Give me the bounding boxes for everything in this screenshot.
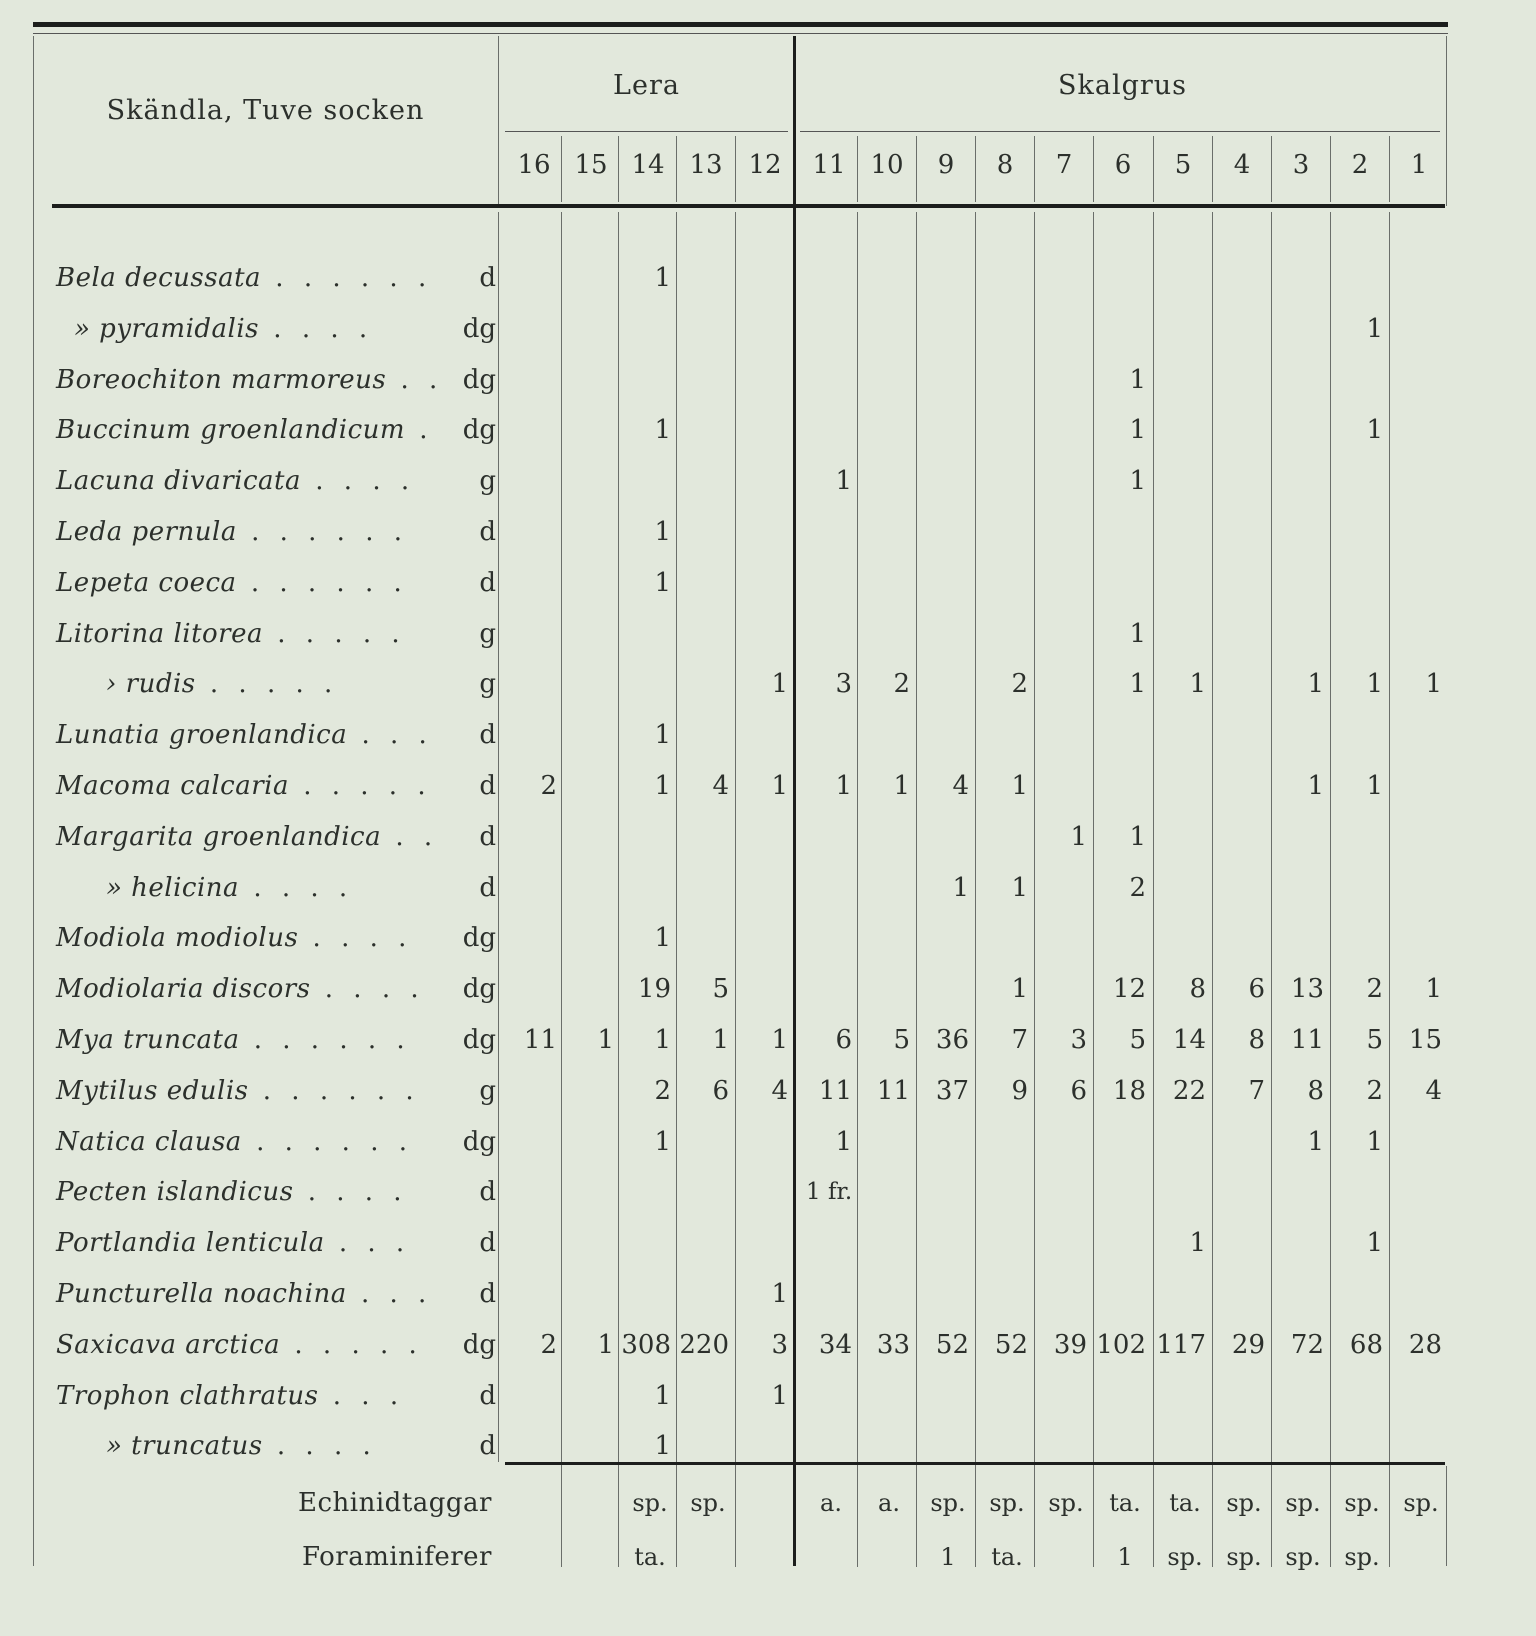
leader-dots: . . [386, 364, 444, 395]
leader-dots: . . . . . . [248, 1075, 420, 1106]
habitat-code: d [479, 821, 496, 852]
species-label: Modiolaria discors [56, 974, 311, 1005]
table-cell: 4 [712, 771, 729, 801]
habitat-code: d [479, 567, 496, 598]
table-cell: 1 [771, 1025, 788, 1055]
table-cell: 1 [654, 1126, 671, 1157]
header-column-separator [561, 136, 562, 202]
table-cell: 1 [654, 1025, 671, 1055]
table-cell: 1 [1129, 669, 1146, 700]
extra-cell: ta. [1109, 1489, 1141, 1517]
leader-dots: . . . . . . [236, 517, 409, 547]
leader-dots: . . . . . [263, 618, 406, 649]
habitat-code: dg [462, 415, 496, 446]
table-cell: 5 [893, 1025, 910, 1055]
leader-dots: . . . . [298, 923, 413, 954]
table-cell: 28 [1408, 1329, 1442, 1360]
species-label: Puncturella noachina [56, 1279, 347, 1309]
table-cell: 33 [876, 1329, 910, 1360]
habitat-code: d [479, 1177, 496, 1208]
column-number: 16 [517, 150, 551, 180]
species-label: Lunatia groenlandica [56, 720, 348, 751]
header-column-separator [1389, 136, 1390, 202]
table-cell: 1 [1189, 669, 1206, 700]
table-cell: 1 [654, 720, 671, 751]
body-column-separator [498, 212, 499, 1462]
leader-dots: . . . . [239, 872, 354, 903]
species-label: Pecten islandicus [56, 1177, 294, 1208]
table-cell: 1 [654, 567, 671, 598]
species-label: Lepeta coeca [56, 567, 237, 598]
table-cell: 1 [771, 1279, 788, 1309]
table-cell: 1 [1129, 466, 1146, 497]
table-cell: 1 [1189, 1228, 1206, 1259]
table-cell: 1 [771, 1380, 788, 1411]
habitat-code: d [479, 1228, 496, 1259]
species-name [56, 304, 496, 354]
footer-rule [505, 1462, 1445, 1465]
table-cell: 1 [771, 771, 788, 801]
leader-dots: . . . [347, 720, 433, 751]
species-label: Margarita groenlandica [56, 821, 382, 852]
habitat-code: g [479, 466, 496, 497]
leader-dots: . . . . [293, 1177, 408, 1208]
leader-dots: . [405, 415, 434, 446]
table-cell: 1 [1129, 821, 1146, 852]
species-label: Mya truncata [56, 1025, 240, 1055]
species-name [56, 710, 496, 760]
table-cell: 34 [818, 1329, 852, 1360]
habitat-code: dg [462, 313, 496, 344]
table-cell: 22 [1172, 1075, 1206, 1106]
leader-dots: . . . . . [288, 771, 432, 801]
extra-row-label: Echinidtaggar [298, 1488, 492, 1518]
species-name [56, 964, 496, 1014]
column-number: 12 [748, 150, 782, 180]
table-cell: 1 [1129, 618, 1146, 649]
table-cell: 3 [1070, 1025, 1087, 1055]
leader-dots: . . . . [310, 974, 425, 1005]
extra-cell: sp. [930, 1489, 966, 1517]
table-cell: 37 [935, 1075, 969, 1106]
table-cell: 1 [893, 771, 910, 801]
extra-cell: sp. [1048, 1489, 1084, 1517]
table-cell: 4 [1425, 1075, 1442, 1106]
species-name [56, 812, 496, 862]
extra-cell: ta. [634, 1543, 666, 1571]
extra-cell: 1 [940, 1543, 956, 1571]
table-cell: 6 [712, 1075, 729, 1106]
table-title: Skändla, Tuve socken [106, 95, 425, 126]
species-name [56, 1117, 496, 1167]
group-label-skalgrus: Skalgrus [1057, 70, 1188, 101]
header-column-separator [676, 136, 677, 202]
habitat-code: g [479, 618, 496, 649]
species-name [56, 913, 496, 963]
species-label: Saxicava arctica [56, 1329, 281, 1360]
header-column-separator [735, 136, 736, 202]
table-cell: 1 [1366, 669, 1383, 700]
group-rule-lera [505, 131, 788, 132]
species-label: Trophon clathratus [56, 1380, 319, 1411]
extra-cell: sp. [1285, 1543, 1321, 1571]
leader-dots: . . . . . . [241, 1126, 413, 1157]
habitat-code: d [479, 263, 496, 293]
extra-cell: sp. [989, 1489, 1025, 1517]
leader-dots: . . . [346, 1279, 433, 1309]
header-column-separator [975, 136, 976, 202]
table-cell: 3 [835, 669, 852, 700]
table-cell: 11 [1290, 1025, 1324, 1055]
habitat-code: d [479, 1380, 496, 1411]
table-cell: 1 [771, 669, 788, 700]
table-cell: 1 [1011, 974, 1028, 1005]
header-column-separator [1271, 136, 1272, 202]
species-label: Bela decussata [56, 263, 262, 293]
table-cell: 1 [597, 1025, 614, 1055]
table-cell: 2 [654, 1075, 671, 1106]
species-label: Boreochiton marmoreus [56, 364, 387, 395]
extra-cell: sp. [690, 1489, 726, 1517]
species-label: Macoma calcaria [56, 771, 289, 801]
table-cell: 8 [1307, 1075, 1324, 1106]
leader-dots: . . . [318, 1380, 405, 1411]
extra-cell: sp. [1403, 1489, 1439, 1517]
species-name [56, 1167, 496, 1217]
species-name [56, 659, 496, 709]
table-cell: 117 [1156, 1329, 1206, 1360]
column-number: 2 [1351, 150, 1369, 180]
table-cell: 5 [712, 974, 729, 1005]
table-cell: 1 [1366, 771, 1383, 801]
table-cell: 8 [1248, 1025, 1265, 1055]
table-cell: 18 [1112, 1075, 1146, 1106]
header-column-separator [618, 136, 619, 202]
table-left-border [33, 36, 34, 1566]
header-column-separator [1330, 136, 1331, 202]
habitat-code: g [479, 669, 496, 700]
table-cell: 1 [1366, 1228, 1383, 1259]
species-name [56, 507, 496, 557]
table-cell: 52 [935, 1329, 969, 1360]
habitat-code: dg [462, 364, 496, 395]
table-cell: 2 [540, 771, 557, 801]
header-bottom-rule [52, 204, 1445, 208]
species-name [56, 1371, 496, 1421]
habitat-code: dg [462, 923, 496, 954]
species-label: » helicina [106, 872, 240, 903]
extra-cell: 1 [1117, 1543, 1133, 1571]
column-number: 1 [1410, 150, 1428, 180]
table-cell: 15 [1408, 1025, 1442, 1055]
leader-dots: . . . . [301, 466, 416, 497]
table-cell: 1 [1307, 669, 1324, 700]
leader-dots: . . . . . . [236, 567, 408, 598]
header-column-separator [1212, 136, 1213, 202]
table-cell: 4 [771, 1075, 788, 1106]
leader-dots: . . . . . [195, 669, 339, 700]
table-cell: 1 [1425, 974, 1442, 1005]
table-cell: 1 [1366, 1126, 1383, 1157]
extra-cell: sp. [1167, 1543, 1203, 1571]
table-cell: 1 [712, 1025, 729, 1055]
species-name [56, 863, 496, 913]
table-cell: 12 [1112, 974, 1146, 1005]
column-number: 4 [1233, 150, 1251, 180]
table-cell: 52 [994, 1329, 1028, 1360]
table-cell: 2 [1129, 872, 1146, 903]
group-label-lera: Lera [613, 70, 680, 101]
column-number: 15 [574, 150, 608, 180]
table-cell: 1 [654, 923, 671, 954]
table-cell: 11 [876, 1075, 910, 1106]
header-column-separator [1093, 136, 1094, 202]
table-cell: 68 [1349, 1329, 1383, 1360]
table-cell: 6 [1248, 974, 1265, 1005]
table-cell: 8 [1189, 974, 1206, 1005]
extra-cell: sp. [1344, 1489, 1380, 1517]
species-name [56, 1015, 496, 1065]
extra-cell: sp. [1226, 1543, 1262, 1571]
table-cell: 1 [835, 771, 852, 801]
table-cell: 1 fr. [806, 1179, 853, 1206]
table-cell: 1 [654, 517, 671, 547]
species-name [56, 456, 496, 506]
table-cell: 1 [835, 1126, 852, 1157]
habitat-code: dg [462, 1329, 496, 1360]
table-cell: 1 [654, 1431, 671, 1462]
species-label: Mytilus edulis [56, 1075, 249, 1106]
table-cell: 1 [1366, 313, 1383, 344]
species-name [56, 1269, 496, 1319]
column-number: 9 [937, 150, 955, 180]
extra-cell: ta. [991, 1543, 1023, 1571]
table-cell: 36 [935, 1025, 969, 1055]
table-cell: 14 [1172, 1025, 1206, 1055]
species-label: Natica clausa [56, 1126, 242, 1157]
table-cell: 7 [1011, 1025, 1028, 1055]
habitat-code: dg [462, 1126, 496, 1157]
leader-dots: . . . . . . [261, 263, 433, 293]
habitat-code: dg [462, 1025, 496, 1055]
extra-cell: sp. [1285, 1489, 1321, 1517]
column-number: 10 [870, 150, 904, 180]
table-cell: 11 [523, 1025, 557, 1055]
table-cell: 11 [818, 1075, 852, 1106]
table-cell: 1 [1425, 669, 1442, 700]
leader-dots: . . . . [259, 313, 374, 344]
table-cell: 29 [1231, 1329, 1265, 1360]
column-number: 13 [689, 150, 723, 180]
table-cell: 5 [1366, 1025, 1383, 1055]
group-rule-skalgrus [800, 131, 1440, 132]
header-column-separator [1153, 136, 1154, 202]
species-label: Lacuna divaricata [56, 466, 301, 497]
habitat-code: d [479, 1431, 496, 1462]
table-cell: 2 [893, 669, 910, 700]
table-cell: 39 [1053, 1329, 1087, 1360]
extra-cell: ta. [1169, 1489, 1201, 1517]
habitat-code: d [479, 720, 496, 751]
species-label: Litorina litorea [56, 618, 263, 649]
table-cell: 7 [1248, 1075, 1265, 1106]
species-label: » truncatus [106, 1431, 263, 1462]
table-cell: 102 [1096, 1329, 1146, 1360]
table-cell: 1 [1129, 364, 1146, 395]
column-number: 14 [631, 150, 665, 180]
table-cell: 4 [952, 771, 969, 801]
table-cell: 308 [621, 1329, 671, 1360]
table-cell: 1 [1307, 771, 1324, 801]
column-number: 6 [1114, 150, 1132, 180]
species-name [56, 1218, 496, 1268]
leader-dots: . . . . [262, 1431, 377, 1462]
header-column-separator [916, 136, 917, 202]
species-name [56, 1320, 496, 1370]
species-name [56, 558, 496, 608]
table-cell: 1 [1366, 415, 1383, 446]
table-cell: 72 [1290, 1329, 1324, 1360]
column-number: 3 [1292, 150, 1310, 180]
species-label: » pyramidalis [74, 313, 260, 344]
species-name [56, 405, 496, 455]
table-top-rule [33, 22, 1448, 27]
table-cell: 220 [679, 1329, 729, 1360]
leader-dots: . . [381, 821, 439, 852]
column-number: 5 [1174, 150, 1192, 180]
table-cell: 1 [1129, 415, 1146, 446]
extra-cell: sp. [1226, 1489, 1262, 1517]
habitat-code: d [479, 771, 496, 801]
extra-cell: sp. [632, 1489, 668, 1517]
table-cell: 1 [654, 415, 671, 446]
habitat-code: d [479, 872, 496, 903]
table-cell: 1 [654, 771, 671, 801]
table-cell: 1 [835, 466, 852, 497]
habitat-code: dg [462, 974, 496, 1005]
table-cell: 13 [1290, 974, 1324, 1005]
table-cell: 1 [654, 1380, 671, 1411]
table-right-border [1446, 36, 1447, 206]
habitat-code: g [479, 1075, 496, 1106]
species-label: Portlandia lenticula [56, 1228, 325, 1259]
column-number: 7 [1055, 150, 1073, 180]
species-name [56, 609, 496, 659]
species-label: Leda pernula [56, 517, 237, 547]
table-top-thin-rule [33, 33, 1448, 34]
table-cell: 6 [1070, 1075, 1087, 1106]
column-number: 8 [996, 150, 1014, 180]
table-cell: 1 [1011, 872, 1028, 903]
table-cell: 1 [1011, 771, 1028, 801]
table-cell: 2 [1011, 669, 1028, 700]
table-cell: 2 [1366, 974, 1383, 1005]
table-cell: 19 [637, 974, 671, 1005]
table-cell: 2 [1366, 1075, 1383, 1106]
habitat-code: d [479, 1279, 496, 1309]
table-cell: 1 [952, 872, 969, 903]
species-name [56, 253, 496, 303]
table-cell: 1 [1070, 821, 1087, 852]
extra-cell: a. [878, 1489, 900, 1517]
leader-dots: . . . [324, 1228, 411, 1259]
header-divider [498, 36, 499, 204]
table-cell: 9 [1011, 1075, 1028, 1106]
table-cell: 2 [540, 1329, 557, 1360]
leader-dots: . . . . . [280, 1329, 423, 1360]
table-cell: 6 [835, 1025, 852, 1055]
species-name [56, 1066, 496, 1116]
table-cell: 1 [1307, 1126, 1324, 1157]
species-name [56, 761, 496, 811]
header-column-separator [1034, 136, 1035, 202]
species-label: Modiola modiolus [56, 923, 299, 954]
extra-cell: sp. [1344, 1543, 1380, 1571]
habitat-code: d [479, 517, 496, 547]
species-name [56, 355, 496, 405]
extra-cell: a. [820, 1489, 842, 1517]
header-column-separator [857, 136, 858, 202]
column-number: 11 [812, 150, 846, 180]
table-cell: 3 [771, 1329, 788, 1360]
leader-dots: . . . . . . [239, 1025, 411, 1055]
table-cell: 1 [654, 263, 671, 293]
species-label: Buccinum groenlandicum [56, 415, 406, 446]
table-cell: 5 [1129, 1025, 1146, 1055]
species-name [56, 1421, 496, 1471]
species-label: › rudis [106, 669, 196, 700]
extra-row-label: Foraminiferer [302, 1542, 492, 1572]
table-cell: 1 [597, 1329, 614, 1360]
